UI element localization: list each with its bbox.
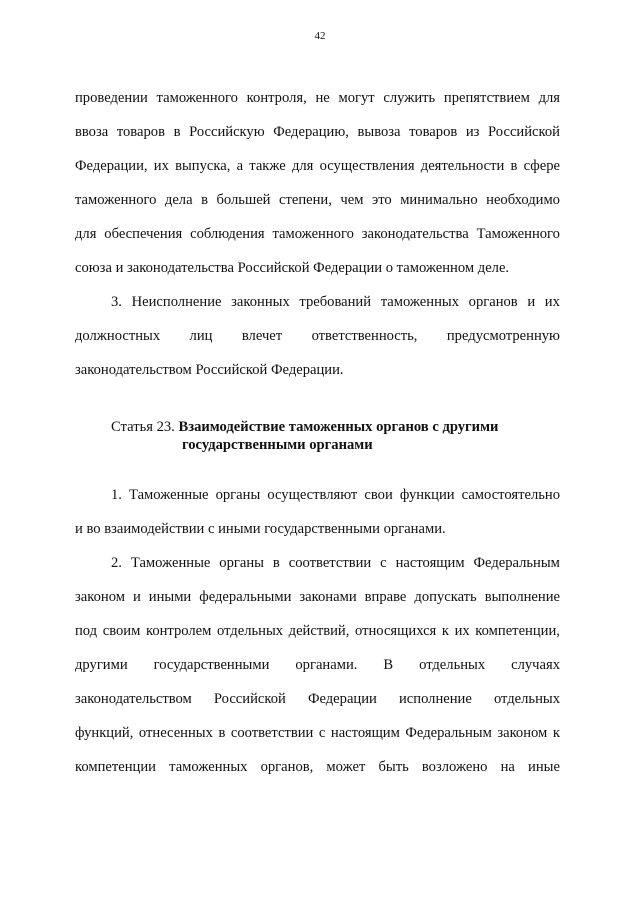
word: случаях: [511, 657, 560, 673]
word: отдельных: [217, 623, 284, 639]
page-number: 42: [314, 30, 326, 42]
word: в: [218, 725, 226, 741]
word: к: [441, 623, 449, 639]
word: таможенных: [169, 759, 248, 775]
word: другими: [75, 657, 128, 673]
word: таможенного: [75, 192, 157, 208]
word: предусмотренную: [446, 328, 560, 344]
paragraph-1-line-5: [75, 225, 560, 243]
word: законом: [497, 725, 548, 741]
paragraph-4-line-7: [75, 758, 560, 776]
word: проведении: [75, 90, 148, 106]
word: таможенного: [272, 226, 354, 242]
paragraph-4-line-5: [75, 690, 560, 708]
word: самостоятельно: [461, 487, 560, 503]
word: органов: [468, 294, 518, 310]
word: Российскую: [189, 124, 265, 140]
word: отдельных: [493, 691, 560, 707]
paragraph-4-line-6: [75, 724, 560, 742]
word: Российской: [213, 691, 286, 707]
word: Таможенного: [476, 226, 560, 242]
word: органы: [219, 555, 264, 571]
word: относящихся: [355, 623, 437, 639]
word: служить: [383, 90, 436, 106]
word: в: [272, 555, 280, 571]
word: Таможенные: [130, 555, 211, 571]
word: может: [326, 759, 366, 775]
word: также: [249, 158, 286, 174]
word: выполнение: [484, 589, 560, 605]
word: таможенного: [156, 90, 238, 106]
article-label: Статья 23.: [111, 419, 175, 435]
article-heading: [111, 418, 498, 454]
word: для: [538, 90, 560, 106]
word: Федеральным: [473, 555, 560, 571]
word: и: [527, 294, 536, 310]
word: контроля,: [246, 90, 307, 106]
word: под: [75, 623, 98, 639]
word: вправе: [364, 589, 407, 605]
word: препятствием: [443, 90, 530, 106]
word: из: [465, 124, 480, 140]
word: законами: [299, 589, 357, 605]
word: органами.: [295, 657, 358, 673]
word: возложено: [421, 759, 488, 775]
paragraph-1-line-3: [75, 157, 560, 175]
paragraph-1-line-2: [75, 123, 560, 141]
word: минимально: [400, 192, 478, 208]
word: быть: [378, 759, 409, 775]
word: на: [500, 759, 515, 775]
word: компетенции: [75, 759, 156, 775]
paragraph-2-line-3: законодательством Российской Федерации.: [75, 362, 344, 378]
word: их: [153, 158, 169, 174]
word: не: [315, 90, 330, 106]
word: товаров: [116, 124, 165, 140]
word: требований: [299, 294, 372, 310]
word: большей: [216, 192, 271, 208]
word: обеспечения: [104, 226, 183, 242]
word: Федеральным: [405, 725, 492, 741]
word: 1.: [111, 487, 122, 503]
word: их: [454, 623, 470, 639]
word: товаров: [409, 124, 458, 140]
paragraph-2-line-2: [75, 327, 560, 345]
article-title-line-1: Взаимодействие таможенных органов с другими: [178, 419, 499, 435]
word: законом: [75, 589, 125, 605]
word: ввоза: [75, 124, 109, 140]
word: иными: [148, 589, 192, 605]
paragraph-4-line-2: [75, 588, 560, 606]
word: действий,: [288, 623, 350, 639]
word: дела: [164, 192, 193, 208]
article-title-line-2: государственными органами: [182, 437, 373, 453]
word: законодательством: [75, 691, 192, 707]
paragraph-4-line-4: [75, 656, 560, 674]
paragraph-4-line-3: [75, 622, 560, 640]
word: государственными: [153, 657, 270, 673]
word: Неисполнение: [131, 294, 222, 310]
word: их: [544, 294, 560, 310]
word: Российской: [488, 124, 560, 140]
word: законодательства: [361, 226, 469, 242]
word: компетенции,: [475, 623, 560, 639]
word: исполнение: [398, 691, 472, 707]
word: отдельных: [419, 657, 486, 673]
paragraph-1-line-1: [75, 89, 560, 107]
word: органы: [215, 487, 261, 503]
paragraph-3-line-1: [111, 486, 560, 504]
word: вывоза: [357, 124, 401, 140]
word: законных: [231, 294, 290, 310]
word: в: [173, 124, 181, 140]
word: ответственность,: [311, 328, 418, 344]
word: чем: [340, 192, 364, 208]
word: в: [201, 192, 208, 208]
word: и: [132, 589, 141, 605]
word: осуществляют: [267, 487, 358, 503]
paragraph-4-line-1: [111, 554, 560, 572]
word: лиц: [189, 328, 213, 344]
word: выпуска,: [175, 158, 231, 174]
word: свои: [364, 487, 393, 503]
word: своим: [102, 623, 141, 639]
word: это: [371, 192, 392, 208]
word: 3.: [111, 294, 122, 310]
word: таможенных: [380, 294, 459, 310]
paragraph-1-line-6: союза и законодательства Российской Федерации о таможенном деле.: [75, 260, 510, 276]
word: осуществления: [319, 158, 415, 174]
word: федеральными: [199, 589, 292, 605]
word: Таможенные: [129, 487, 209, 503]
word: необходимо: [486, 192, 560, 208]
word: функций,: [75, 725, 134, 741]
word: с: [318, 725, 326, 741]
word: органов,: [260, 759, 314, 775]
paragraph-1-line-4: [75, 191, 560, 209]
word: допускать: [414, 589, 477, 605]
word: соответствии: [288, 555, 372, 571]
word: В: [383, 657, 394, 673]
word: настоящим: [395, 555, 465, 571]
word: сфере: [523, 158, 560, 174]
word: деятельности: [420, 158, 505, 174]
word: 2.: [111, 555, 122, 571]
word: степени,: [278, 192, 332, 208]
word: настоящим: [330, 725, 400, 741]
word: отнесенных: [138, 725, 213, 741]
word: с: [380, 555, 387, 571]
word: Федерацию,: [273, 124, 349, 140]
paragraph-3-line-2: и во взаимодействии с иными государственными органами.: [75, 521, 446, 537]
word: должностных: [75, 328, 161, 344]
word: для: [75, 226, 97, 242]
word: иные: [528, 759, 560, 775]
word: к: [552, 725, 560, 741]
word: Федерации: [307, 691, 377, 707]
word: а: [236, 158, 244, 174]
word: контролем: [145, 623, 212, 639]
word: функции: [399, 487, 455, 503]
word: влечет: [241, 328, 283, 344]
word: соответствии: [230, 725, 314, 741]
word: соблюдения: [190, 226, 265, 242]
word: Федерации,: [75, 158, 148, 174]
word: для: [291, 158, 314, 174]
word: могут: [338, 90, 375, 106]
paragraph-2-line-1: [111, 293, 560, 311]
word: в: [510, 158, 518, 174]
